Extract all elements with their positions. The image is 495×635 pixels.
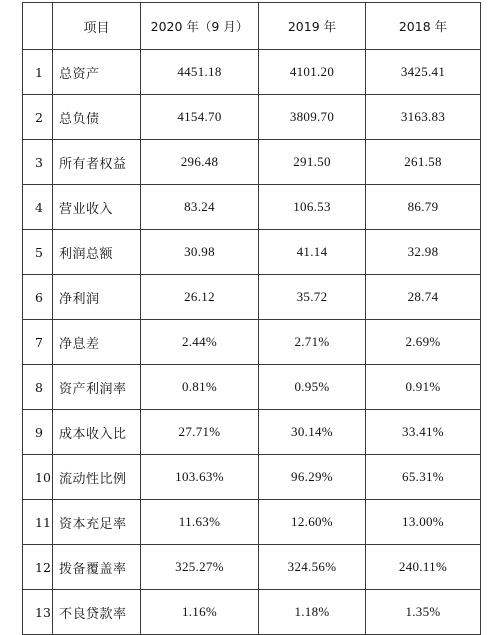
table-row	[23, 545, 481, 590]
row-item-label: 利润总额	[53, 230, 141, 275]
row-index: 1	[23, 50, 53, 95]
cell-2019: 291.50	[259, 140, 366, 185]
table-row	[23, 590, 481, 635]
cell-2019: 35.72	[259, 275, 366, 320]
cell-2019: 41.14	[259, 230, 366, 275]
row-item-label: 资本充足率	[53, 500, 141, 545]
cell-2020: 103.63%	[141, 455, 259, 500]
cell-2018: 28.74	[366, 275, 481, 320]
cell-2018: 240.11%	[366, 545, 481, 590]
cell-2018: 3425.41	[366, 50, 481, 95]
row-index: 3	[23, 140, 53, 185]
cell-2018: 65.31%	[366, 455, 481, 500]
row-item-label: 流动性比例	[53, 455, 141, 500]
cell-2020: 11.63%	[141, 500, 259, 545]
row-item-label: 不良贷款率	[53, 590, 141, 635]
cell-2019: 324.56%	[259, 545, 366, 590]
cell-2020: 296.48	[141, 140, 259, 185]
cell-2020: 0.81%	[141, 365, 259, 410]
cell-2018: 1.35%	[366, 590, 481, 635]
row-index: 6	[23, 275, 53, 320]
cell-2020: 83.24	[141, 185, 259, 230]
row-index: 9	[23, 410, 53, 455]
cell-2020: 27.71%	[141, 410, 259, 455]
cell-2018: 86.79	[366, 185, 481, 230]
row-item-label: 总负债	[53, 95, 141, 140]
table-row	[23, 320, 481, 365]
table-row	[23, 230, 481, 275]
row-item-label: 拨备覆盖率	[53, 545, 141, 590]
row-item-label: 净息差	[53, 320, 141, 365]
cell-2019: 0.95%	[259, 365, 366, 410]
header-item: 项目	[53, 3, 141, 50]
row-item-label: 净利润	[53, 275, 141, 320]
table-row	[23, 95, 481, 140]
row-item-label: 总资产	[53, 50, 141, 95]
row-index: 8	[23, 365, 53, 410]
cell-2019: 96.29%	[259, 455, 366, 500]
row-item-label: 成本收入比	[53, 410, 141, 455]
cell-2019: 30.14%	[259, 410, 366, 455]
header-2019: 2019 年	[259, 3, 366, 50]
cell-2020: 325.27%	[141, 545, 259, 590]
table-row	[23, 185, 481, 230]
header-index	[23, 3, 53, 50]
cell-2020: 30.98	[141, 230, 259, 275]
cell-2020: 4451.18	[141, 50, 259, 95]
table-row	[23, 410, 481, 455]
cell-2019: 4101.20	[259, 50, 366, 95]
table-header-row	[23, 3, 481, 50]
header-2018: 2018 年	[366, 3, 481, 50]
row-index: 7	[23, 320, 53, 365]
cell-2018: 3163.83	[366, 95, 481, 140]
cell-2019: 12.60%	[259, 500, 366, 545]
cell-2018: 261.58	[366, 140, 481, 185]
cell-2019: 106.53	[259, 185, 366, 230]
cell-2019: 3809.70	[259, 95, 366, 140]
cell-2020: 26.12	[141, 275, 259, 320]
cell-2020: 4154.70	[141, 95, 259, 140]
cell-2020: 1.16%	[141, 590, 259, 635]
financial-indicators-table	[22, 2, 481, 635]
cell-2018: 2.69%	[366, 320, 481, 365]
cell-2020: 2.44%	[141, 320, 259, 365]
cell-2018: 13.00%	[366, 500, 481, 545]
table-row	[23, 455, 481, 500]
row-index: 11	[23, 500, 53, 545]
row-item-label: 资产利润率	[53, 365, 141, 410]
cell-2019: 1.18%	[259, 590, 366, 635]
row-index: 13	[23, 590, 53, 635]
table-row	[23, 50, 481, 95]
cell-2018: 32.98	[366, 230, 481, 275]
table-row	[23, 140, 481, 185]
table-body	[23, 50, 481, 635]
row-item-label: 营业收入	[53, 185, 141, 230]
table-row	[23, 365, 481, 410]
row-index: 5	[23, 230, 53, 275]
table-row	[23, 500, 481, 545]
row-index: 4	[23, 185, 53, 230]
row-index: 2	[23, 95, 53, 140]
row-index: 10	[23, 455, 53, 500]
table-row	[23, 275, 481, 320]
row-item-label: 所有者权益	[53, 140, 141, 185]
cell-2019: 2.71%	[259, 320, 366, 365]
cell-2018: 0.91%	[366, 365, 481, 410]
cell-2018: 33.41%	[366, 410, 481, 455]
header-2020: 2020 年（9 月）	[141, 3, 259, 50]
row-index: 12	[23, 545, 53, 590]
